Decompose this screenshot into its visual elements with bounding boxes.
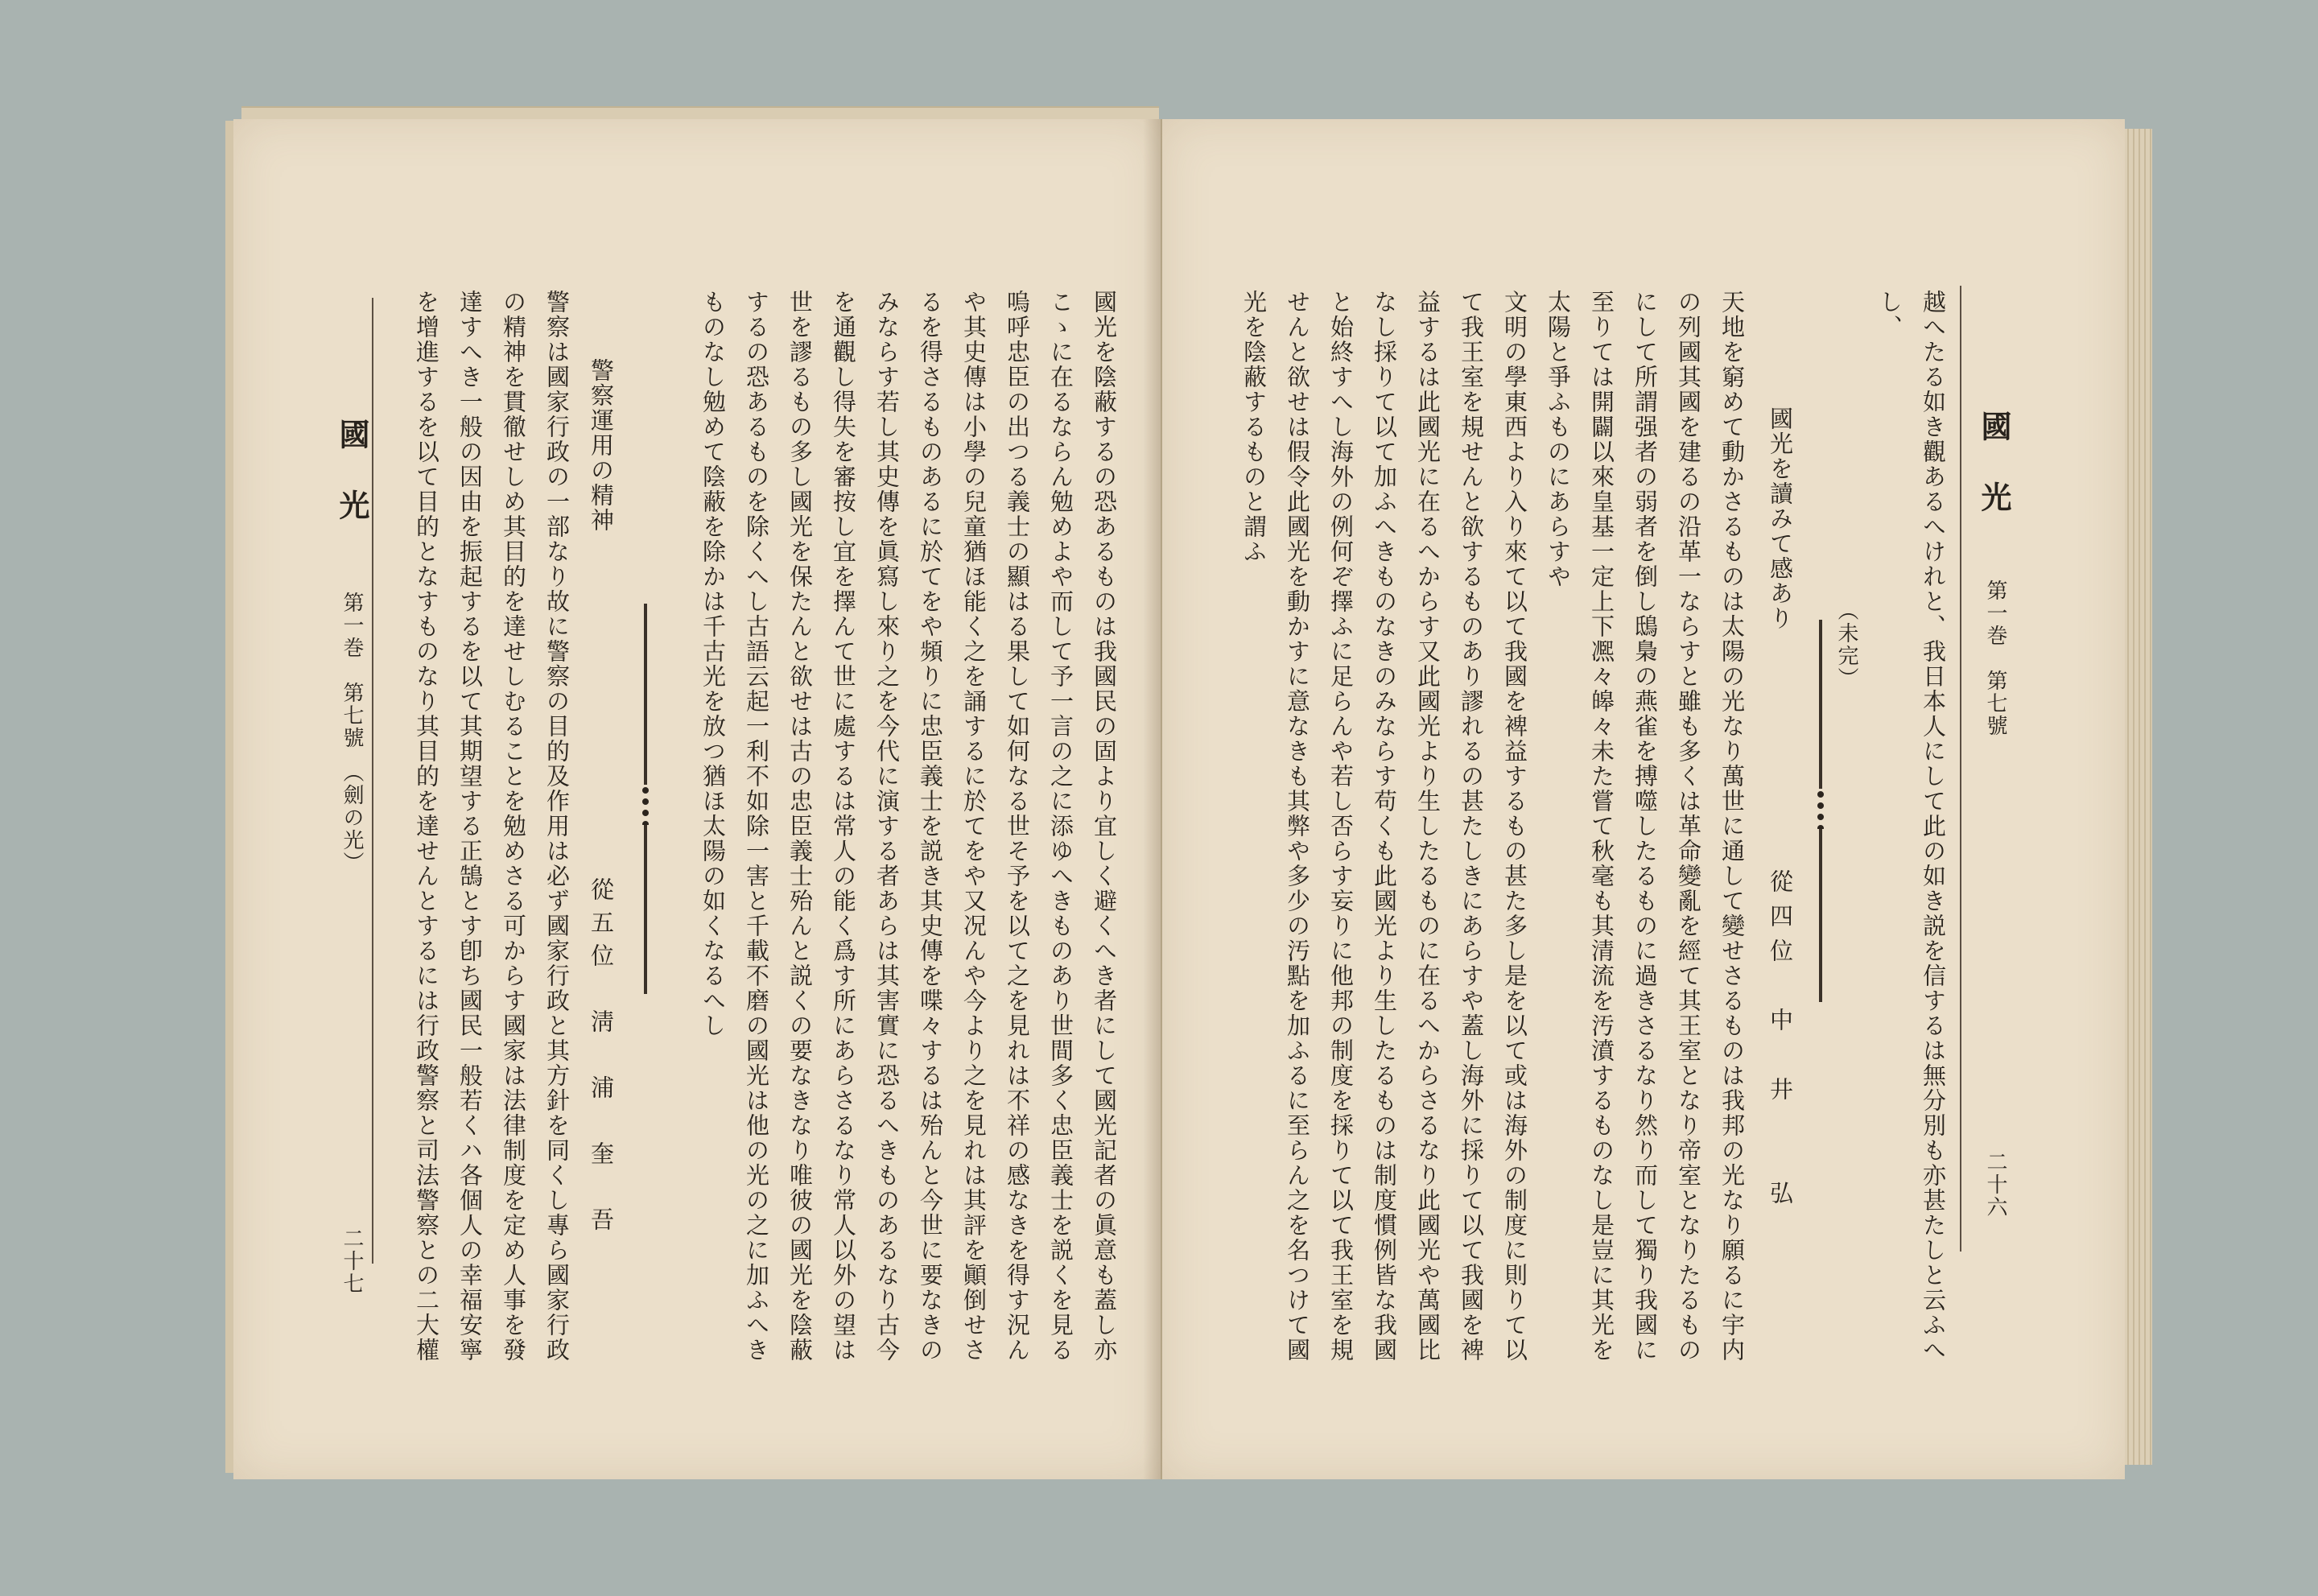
left-section-divider-bottom <box>644 825 647 994</box>
left-line-3: 嗚呼忠臣の出つる義士の顯はる果して如何なる世そ予を以て之を見れは不祥の感なきを得す況ん <box>1004 290 1031 1363</box>
right-line-7: の列國其國を建るの沿革一ならすと雖も多くは革命變亂を經て其王室となり帝室となりたるもの <box>1675 290 1702 1363</box>
right-line-11: 文明の學東西より入り來て以て我國を裨益するもの甚た多し是を以て或は海外の制度に則りて以 <box>1501 290 1528 1363</box>
right-issue-label: 第一巻 第七號 <box>1983 579 2007 737</box>
left-line-5: るを得さるものあるに於てをや頻りに忠臣義士を説き其史傳を喋々するは殆んと今世に要なきの <box>917 290 944 1363</box>
left-line-13: 警察は國家行政の一部なり故に警察の目的及作用は必ず國家行政と其方針を同くし專ら國家行政 <box>543 290 571 1363</box>
left-line-16: を增進するを以て目的となすものなり其目的を達せんとするには行政警察と司法警察との二大權 <box>413 290 440 1363</box>
left-line-2: こゝに在るならん勉めよや而して予一言の之に添ゆへきものあり世間多く忠臣義士を説くを見る <box>1047 290 1074 1363</box>
left-line-8: 世を謬るもの多し國光を保たんと欲せは古の忠臣義士殆んと説くの要なきなり唯彼の國光を陰蔽 <box>786 290 814 1363</box>
right-author: 從四位 中 井 弘 <box>1767 869 1794 1215</box>
left-section-ornament <box>639 785 652 825</box>
right-line-1: 越へたる如き觀あるへけれと、我日本人にして此の如き説を信するは無分別も亦甚たしと云ふへ <box>1920 290 1947 1363</box>
left-page-number: 二十七 <box>340 1227 364 1295</box>
right-section-divider-bottom <box>1819 829 1822 1002</box>
left-issue-label: 第一巻 第七號 （劍の光） <box>340 592 364 874</box>
right-line-12: て我王室を規せんと欲するものあり謬れるの甚たしきにあらすや蓋し海外に採りて以て我國を裨 <box>1458 290 1485 1363</box>
left-section-divider-top <box>644 604 647 785</box>
left-line-4: や其史傳は小學の兒童猶ほ能く之を誦するに於てをや又况んや今より之を見れは其評を顚倒せさ <box>960 290 988 1363</box>
left-line-6: みならす若し其史傳を眞寫し來り之を今代に演する者あらは其害實に恐るへきものあるなり古今 <box>873 290 901 1363</box>
left-line-9: するの恐あるものを除くへし古語云起一利不如除一害と千載不磨の國光は他の光の之に加ふへき <box>743 290 770 1363</box>
right-page-number: 二十六 <box>1983 1151 2007 1219</box>
right-section-ornament <box>1814 789 1827 829</box>
right-running-title: 國 光 <box>1976 410 2012 517</box>
right-line-14: なし採りて以て加ふへきものなきのみならす苟くも此國光より生したるものは制度慣例皆な我國 <box>1371 290 1398 1363</box>
right-line-16: せんと欲せは假令此國光を動かすに意なきも其弊や多少の汚點を加ふるに至らん之を名つけて國 <box>1284 290 1311 1363</box>
right-section-divider-top <box>1819 620 1822 789</box>
right-line-17: 光を陰蔽するものと謂ふ <box>1240 290 1268 564</box>
left-section-title: 警察運用の精神 <box>588 358 615 533</box>
left-line-1: 國光を陰蔽するの恐あるものは我國民の固より宜しく避くへき者にして國光記者の眞意も蓋し亦 <box>1091 290 1118 1363</box>
left-line-10: ものなし勉めて陰蔽を除かは千古光を放つ猶ほ太陽の如くなるへし <box>699 290 727 1038</box>
right-unfinished-note: （未完） <box>1834 600 1858 690</box>
right-header-rule <box>1960 286 1961 1252</box>
right-line-13: 益するは此國光に在るへからす又此國光より生したるものに在るへからさるなり此國光や萬國比 <box>1414 290 1442 1363</box>
left-line-7: を通觀し得失を審按し宜を擇んて世に處するは常人の能く爲す所にあらさるなり常人以外の望は <box>830 290 857 1363</box>
right-section-title: 國光を讀みて感あり <box>1767 406 1794 631</box>
right-line-6: 天地を窮めて動かさるものは太陽の光なり萬世に通して變せさるものは我邦の光なり願るに宇内 <box>1718 290 1746 1363</box>
left-running-title: 國 光 <box>334 419 370 525</box>
right-line-2: し、 <box>1876 290 1903 340</box>
left-line-15: 達すへき一般の因由を振起するを以て其期望する正鵠とす卽ち國民一般若くハ各個人の幸福安寧 <box>456 290 484 1363</box>
right-line-8: にして所謂强者の弱者を倒し鴟梟の燕雀を搏噬したるものに過きさるなり然り而して獨り我國に <box>1631 290 1659 1363</box>
left-author: 從五位 淸 浦 奎 吾 <box>588 877 615 1240</box>
left-line-14: の精神を貫徹せしめ其目的を達せしむることを勉めさる可からす國家は法律制度を定め人事を發 <box>500 290 527 1363</box>
right-line-9: 至りては開闢以來皇基一定上下凞々皞々未た嘗て秋毫も其清流を汚濆するものなし是豈に其光を <box>1588 290 1615 1363</box>
right-line-10: 太陽と爭ふものにあらすや <box>1545 290 1572 589</box>
right-line-15: と始終すへし海外の例何ぞ擇ふに足らんや若し否らす妄りに他邦の制度を採りて以て我王室を規 <box>1327 290 1355 1363</box>
right-page-side-edge <box>2123 129 2152 1465</box>
left-header-rule <box>372 298 373 1264</box>
